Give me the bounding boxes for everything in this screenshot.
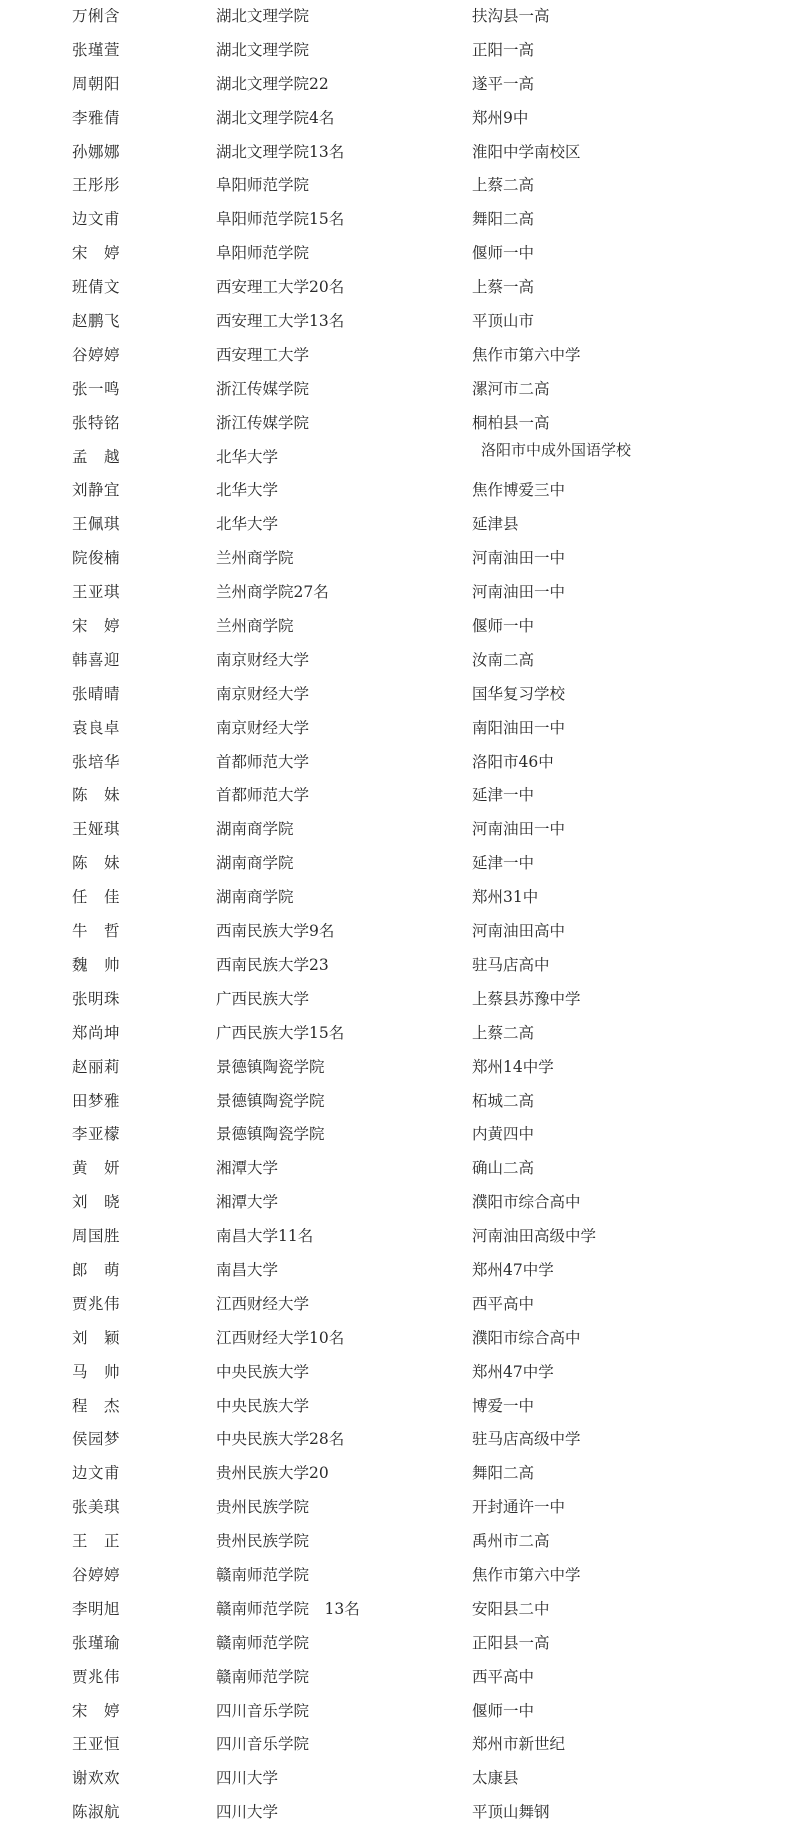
high-school-name: 偃师一中 (472, 617, 535, 636)
college-name: 贵州民族大学20 (216, 1464, 329, 1483)
student-name: 孙娜娜 (72, 142, 121, 161)
high-school-name: 安阳县二中 (472, 1599, 550, 1618)
table-row (0, 1525, 794, 1559)
table-row (0, 1254, 794, 1288)
college-name: 湘潭大学 (216, 1159, 279, 1178)
high-school-name: 平顶山舞钢 (472, 1803, 550, 1822)
college-name: 阜阳师范学院 (216, 244, 310, 263)
college-name: 江西财经大学 (216, 1294, 310, 1313)
high-school-name: 南阳油田一中 (472, 718, 566, 737)
student-name: 赵鹏飞 (72, 312, 121, 331)
high-school-name: 平顶山市 (472, 312, 535, 331)
college-name: 广西民族大学 (216, 989, 310, 1008)
college-name: 湖南商学院 (216, 888, 294, 907)
college-name: 北华大学 (216, 447, 279, 466)
table-row (0, 813, 794, 847)
high-school-name: 西平高中 (472, 1667, 535, 1686)
table-row (0, 1423, 794, 1457)
table-row (0, 1762, 794, 1796)
student-name: 王彤彤 (72, 176, 121, 195)
table-row (0, 237, 794, 271)
college-name: 南昌大学11名 (216, 1227, 314, 1246)
table-row (0, 1152, 794, 1186)
high-school-name: 郑州9中 (472, 108, 529, 127)
table-row (0, 34, 794, 68)
student-name: 张晴晴 (72, 684, 121, 703)
college-name: 湖北文理学院22 (216, 74, 329, 93)
college-name: 兰州商学院 (216, 617, 294, 636)
student-name: 宋 婷 (72, 1701, 121, 1720)
table-row (0, 610, 794, 644)
student-name: 田梦雅 (72, 1091, 121, 1110)
table-row (0, 576, 794, 610)
high-school-name: 上蔡二高 (472, 176, 535, 195)
high-school-name: 柘城二高 (472, 1091, 535, 1110)
college-name: 赣南师范学院 13名 (216, 1599, 360, 1618)
student-name: 李明旭 (72, 1599, 121, 1618)
table-row (0, 373, 794, 407)
table-row (0, 1356, 794, 1390)
college-name: 景德镇陶瓷学院 (216, 1125, 325, 1144)
college-name: 浙江传媒学院 (216, 413, 310, 432)
table-row (0, 881, 794, 915)
high-school-name: 河南油田一中 (472, 549, 566, 568)
college-name: 广西民族大学15名 (216, 1023, 345, 1042)
college-name: 赣南师范学院 (216, 1633, 310, 1652)
student-name: 谷婷婷 (72, 1565, 121, 1584)
student-name: 李雅倩 (72, 108, 121, 127)
college-name: 贵州民族学院 (216, 1498, 310, 1517)
high-school-name: 濮阳市综合高中 (472, 1193, 581, 1212)
table-row (0, 1017, 794, 1051)
college-name: 阜阳师范学院 (216, 176, 310, 195)
student-name: 宋 婷 (72, 617, 121, 636)
student-name: 刘 颖 (72, 1328, 121, 1347)
student-name: 张明珠 (72, 989, 121, 1008)
college-name: 兰州商学院27名 (216, 583, 329, 602)
college-name: 南京财经大学 (216, 650, 310, 669)
high-school-name: 郑州31中 (472, 888, 539, 907)
high-school-name: 焦作博爱三中 (472, 481, 566, 500)
student-name: 王 正 (72, 1532, 121, 1551)
table-row (0, 169, 794, 203)
student-name: 程 杰 (72, 1396, 121, 1415)
student-name: 赵丽莉 (72, 1057, 121, 1076)
table-row (0, 203, 794, 237)
table-row (0, 1593, 794, 1627)
student-name: 张一鸣 (72, 379, 121, 398)
table-row (0, 779, 794, 813)
college-name: 湖北文理学院13名 (216, 142, 345, 161)
college-name: 兰州商学院 (216, 549, 294, 568)
college-name: 湘潭大学 (216, 1193, 279, 1212)
student-name: 王亚琪 (72, 583, 121, 602)
high-school-name: 河南油田高中 (472, 922, 566, 941)
table-row (0, 1661, 794, 1695)
table-row (0, 1051, 794, 1085)
college-name: 西南民族大学9名 (216, 922, 335, 941)
college-name: 首都师范大学 (216, 786, 310, 805)
high-school-name: 偃师一中 (472, 1701, 535, 1720)
college-name: 景德镇陶瓷学院 (216, 1057, 325, 1076)
high-school-name: 焦作市第六中学 (472, 1565, 581, 1584)
student-name: 班倩文 (72, 278, 121, 297)
college-name: 西安理工大学 (216, 345, 310, 364)
student-name: 王娅琪 (72, 820, 121, 839)
table-row (0, 983, 794, 1017)
table-row (0, 1118, 794, 1152)
high-school-name: 禹州市二高 (472, 1532, 550, 1551)
college-name: 西南民族大学23 (216, 955, 329, 974)
table-row (0, 1728, 794, 1762)
college-name: 四川音乐学院 (216, 1735, 310, 1754)
college-name: 西安理工大学13名 (216, 312, 345, 331)
college-name: 北华大学 (216, 481, 279, 500)
student-name: 王佩琪 (72, 515, 121, 534)
student-name: 侯园梦 (72, 1430, 121, 1449)
high-school-name: 正阳一高 (472, 40, 535, 59)
student-name: 周国胜 (72, 1227, 121, 1246)
student-name: 刘 晓 (72, 1193, 121, 1212)
student-name: 王亚恒 (72, 1735, 121, 1754)
high-school-name: 遂平一高 (472, 74, 535, 93)
high-school-name: 郑州市新世纪 (472, 1735, 566, 1754)
college-name: 四川大学 (216, 1769, 279, 1788)
table-row (0, 68, 794, 102)
high-school-name: 西平高中 (472, 1294, 535, 1313)
high-school-name: 驻马店高级中学 (472, 1430, 581, 1449)
table-row (0, 1186, 794, 1220)
college-name: 湖北文理学院4名 (216, 108, 335, 127)
student-name: 牛 哲 (72, 922, 121, 941)
student-name: 宋 婷 (72, 244, 121, 263)
table-row (0, 1288, 794, 1322)
high-school-name: 洛阳市46中 (472, 752, 554, 771)
table-row (0, 1220, 794, 1254)
table-row (0, 102, 794, 136)
high-school-name: 淮阳中学南校区 (472, 142, 581, 161)
table-row (0, 1491, 794, 1525)
college-name: 阜阳师范学院15名 (216, 210, 345, 229)
high-school-name: 焦作市第六中学 (472, 345, 581, 364)
high-school-name: 舞阳二高 (472, 1464, 535, 1483)
college-name: 四川音乐学院 (216, 1701, 310, 1720)
student-name: 任 佳 (72, 888, 121, 907)
college-name: 中央民族大学 (216, 1362, 310, 1381)
high-school-name: 汝南二高 (472, 650, 535, 669)
student-name: 孟 越 (72, 447, 121, 466)
student-name: 贾兆伟 (72, 1667, 121, 1686)
table-row (0, 474, 794, 508)
high-school-name: 河南油田一中 (472, 583, 566, 602)
student-name: 贾兆伟 (72, 1294, 121, 1313)
high-school-name: 太康县 (472, 1769, 519, 1788)
table-row (0, 1322, 794, 1356)
table-row (0, 746, 794, 780)
table-row (0, 1559, 794, 1593)
table-row (0, 847, 794, 881)
college-name: 南昌大学 (216, 1260, 279, 1279)
table-row (0, 712, 794, 746)
college-name: 贵州民族学院 (216, 1532, 310, 1551)
high-school-name: 博爱一中 (472, 1396, 535, 1415)
table-row (0, 542, 794, 576)
college-name: 中央民族大学28名 (216, 1430, 345, 1449)
college-name: 西安理工大学20名 (216, 278, 345, 297)
table-row (0, 1457, 794, 1491)
student-name: 李亚檬 (72, 1125, 121, 1144)
high-school-name: 河南油田一中 (472, 820, 566, 839)
high-school-name: 开封通许一中 (472, 1498, 566, 1517)
college-name: 湖北文理学院 (216, 7, 310, 25)
table-row (0, 1085, 794, 1119)
college-name: 景德镇陶瓷学院 (216, 1091, 325, 1110)
student-name: 郑尚坤 (72, 1023, 121, 1042)
high-school-name: 郑州47中学 (472, 1362, 554, 1381)
student-name: 院俊楠 (72, 549, 121, 568)
table-row (0, 949, 794, 983)
college-name: 四川大学 (216, 1803, 279, 1822)
high-school-name: 洛阳市中成外国语学校 (480, 440, 631, 459)
student-name: 黄 妍 (72, 1159, 121, 1178)
high-school-name: 桐柏县一高 (472, 413, 550, 432)
student-name: 周朝阳 (72, 74, 121, 93)
high-school-name: 延津一中 (472, 854, 535, 873)
student-name: 陈 妹 (72, 786, 121, 805)
student-name: 边文甫 (72, 210, 121, 229)
student-name: 陈淑航 (72, 1803, 121, 1822)
high-school-name: 延津一中 (472, 786, 535, 805)
table-row (0, 0, 794, 34)
student-name: 张特铭 (72, 413, 121, 432)
student-name: 万俐含 (72, 7, 121, 25)
college-name: 湖南商学院 (216, 820, 294, 839)
student-name: 张美琪 (72, 1498, 121, 1517)
college-name: 中央民族大学 (216, 1396, 310, 1415)
student-name: 陈 妹 (72, 854, 121, 873)
high-school-name: 郑州14中学 (472, 1057, 554, 1076)
high-school-name: 濮阳市综合高中 (472, 1328, 581, 1347)
table-row (0, 271, 794, 305)
table-row (0, 407, 794, 441)
high-school-name: 国华复习学校 (472, 684, 566, 703)
table-row (0, 644, 794, 678)
college-name: 北华大学 (216, 515, 279, 534)
high-school-name: 舞阳二高 (472, 210, 535, 229)
table-row (0, 1390, 794, 1424)
high-school-name: 河南油田高级中学 (472, 1227, 597, 1246)
college-name: 江西财经大学10名 (216, 1328, 345, 1347)
student-name: 韩喜迎 (72, 650, 121, 669)
table-row (0, 915, 794, 949)
college-name: 赣南师范学院 (216, 1565, 310, 1584)
college-name: 南京财经大学 (216, 684, 310, 703)
high-school-name: 延津县 (472, 515, 519, 534)
student-name: 刘静宜 (72, 481, 121, 500)
high-school-name: 正阳县一高 (472, 1633, 550, 1652)
high-school-name: 确山二高 (472, 1159, 535, 1178)
high-school-name: 上蔡一高 (472, 278, 535, 297)
college-name: 首都师范大学 (216, 752, 310, 771)
student-name: 张瑾萱 (72, 40, 121, 59)
table-row (0, 1695, 794, 1729)
high-school-name: 偃师一中 (472, 244, 535, 263)
high-school-name: 内黄四中 (472, 1125, 535, 1144)
table-row (0, 339, 794, 373)
student-name: 谢欢欢 (72, 1769, 121, 1788)
table-row (0, 441, 794, 475)
table-row (0, 1627, 794, 1661)
student-name: 马 帅 (72, 1362, 121, 1381)
student-name: 张培华 (72, 752, 121, 771)
high-school-name: 郑州47中学 (472, 1260, 554, 1279)
student-name: 魏 帅 (72, 955, 121, 974)
high-school-name: 扶沟县一高 (472, 7, 550, 25)
student-name: 谷婷婷 (72, 345, 121, 364)
table-row (0, 1796, 794, 1830)
table-row (0, 305, 794, 339)
high-school-name: 漯河市二高 (472, 379, 550, 398)
college-name: 湖南商学院 (216, 854, 294, 873)
college-name: 浙江传媒学院 (216, 379, 310, 398)
student-name: 郎 萌 (72, 1260, 121, 1279)
student-name: 袁良卓 (72, 718, 121, 737)
student-name: 张瑾瑜 (72, 1633, 121, 1652)
high-school-name: 驻马店高中 (472, 955, 550, 974)
table-row (0, 136, 794, 170)
college-name: 南京财经大学 (216, 718, 310, 737)
table-row (0, 678, 794, 712)
table-row (0, 508, 794, 542)
high-school-name: 上蔡二高 (472, 1023, 535, 1042)
student-name: 边文甫 (72, 1464, 121, 1483)
college-name: 赣南师范学院 (216, 1667, 310, 1686)
high-school-name: 上蔡县苏豫中学 (472, 989, 581, 1008)
college-name: 湖北文理学院 (216, 40, 310, 59)
